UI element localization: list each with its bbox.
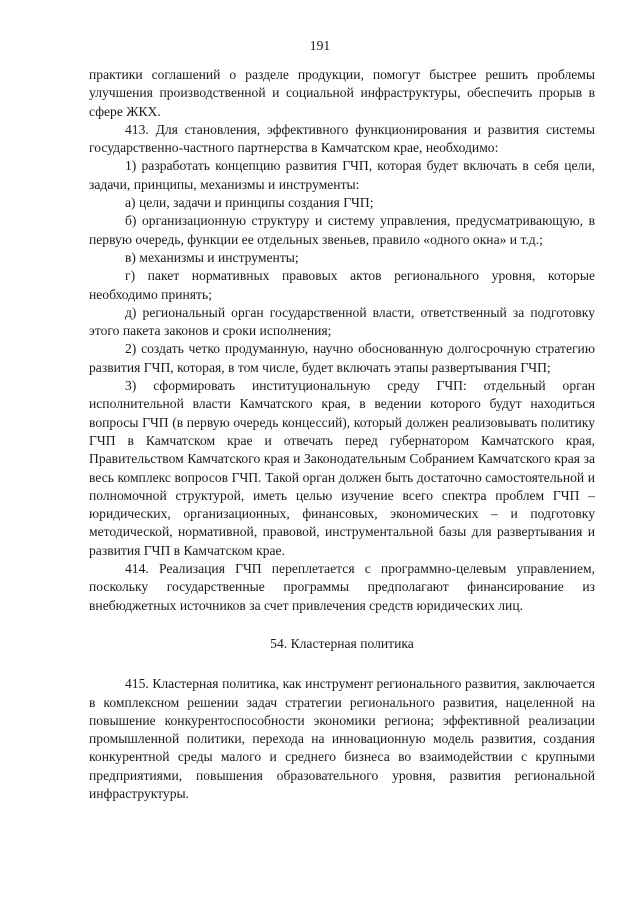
page-number: 191 (309, 38, 331, 53)
document-body (89, 66, 595, 803)
list-item-b: б) организационную структуру и систему управления, предусматривающую, в первую очередь, функции ее отдельных звеньев, правило «одного окна» и т.д.; (89, 213, 595, 247)
list-item-v: в) механизмы и инструменты; (125, 249, 299, 265)
paragraph-414: 414. Реализация ГЧП переплетается с программно-целевым управлением, поскольку государственные программы предполагают финансирование из внебюджетных источников за счет привлечения средств юридических лиц. (89, 561, 595, 613)
list-item-3: 3) сформировать институциональную среду ГЧП: отдельный орган исполнительной власти Камчатского края, в ведении которого будут находиться вопросы ГЧП (в первую очередь концессий), который должен реализовывать политику ГЧП в Камчатском крае и отвечать перед губернатором Камчатского края, Правительством Камчатского края и Законодательным Собранием Камчатского края за весь комплекс вопросов ГЧП. Такой орган должен быть достаточно самостоятельной и полномочной структурой, иметь целью изучение всего спектра проблем ГЧП – юридических, организационных, финансовых, экономических – и подготовку методической, нормативной, правовой, инструментальной базы для развертывания и развития ГЧП в Камчатском крае. (89, 378, 595, 558)
list-item-g: г) пакет нормативных правовых актов регионального уровня, которые необходимо принять; (89, 268, 595, 302)
list-item-1: 1) разработать концепцию развития ГЧП, которая будет включать в себя цели, задачи, принципы, механизмы и инструменты: (89, 158, 595, 192)
list-item-d: д) региональный орган государственной власти, ответственный за подготовку этого пакета законов и сроки исполнения; (89, 304, 595, 339)
paragraph-continuation: практики соглашений о разделе продукции, помогут быстрее решить проблемы улучшения производственной и социальной инфраструктуры, обеспечить прорыв в сфере ЖКХ. (89, 67, 595, 119)
list-item-a: а) цели, задачи и принципы создания ГЧП; (125, 195, 374, 211)
section-heading: 54. Кластерная политика (270, 635, 414, 651)
paragraph-415: 415. Кластерная политика, как инструмент регионального развития, заключается в комплексном решении задач стратегии регионального развития, нацеленной на повышение конкурентоспособности экономики региона; эффективной реализации промышленной политики, перехода на инновационную модель развития, создания конкурентной среды малого и среднего бизнеса во взаимодействии с крупными предприятиями, повышения образовательного уровня, развития региональной инфраструктуры. (89, 676, 595, 801)
list-item-2: 2) создать четко продуманную, научно обоснованную долгосрочную стратегию развития ГЧП, которая, в том числе, будет включать этапы развертывания ГЧП; (89, 341, 595, 375)
paragraph-413: 413. Для становления, эффективного функционирования и развития системы государственно-частного партнерства в Камчатском крае, необходимо: (89, 121, 595, 156)
